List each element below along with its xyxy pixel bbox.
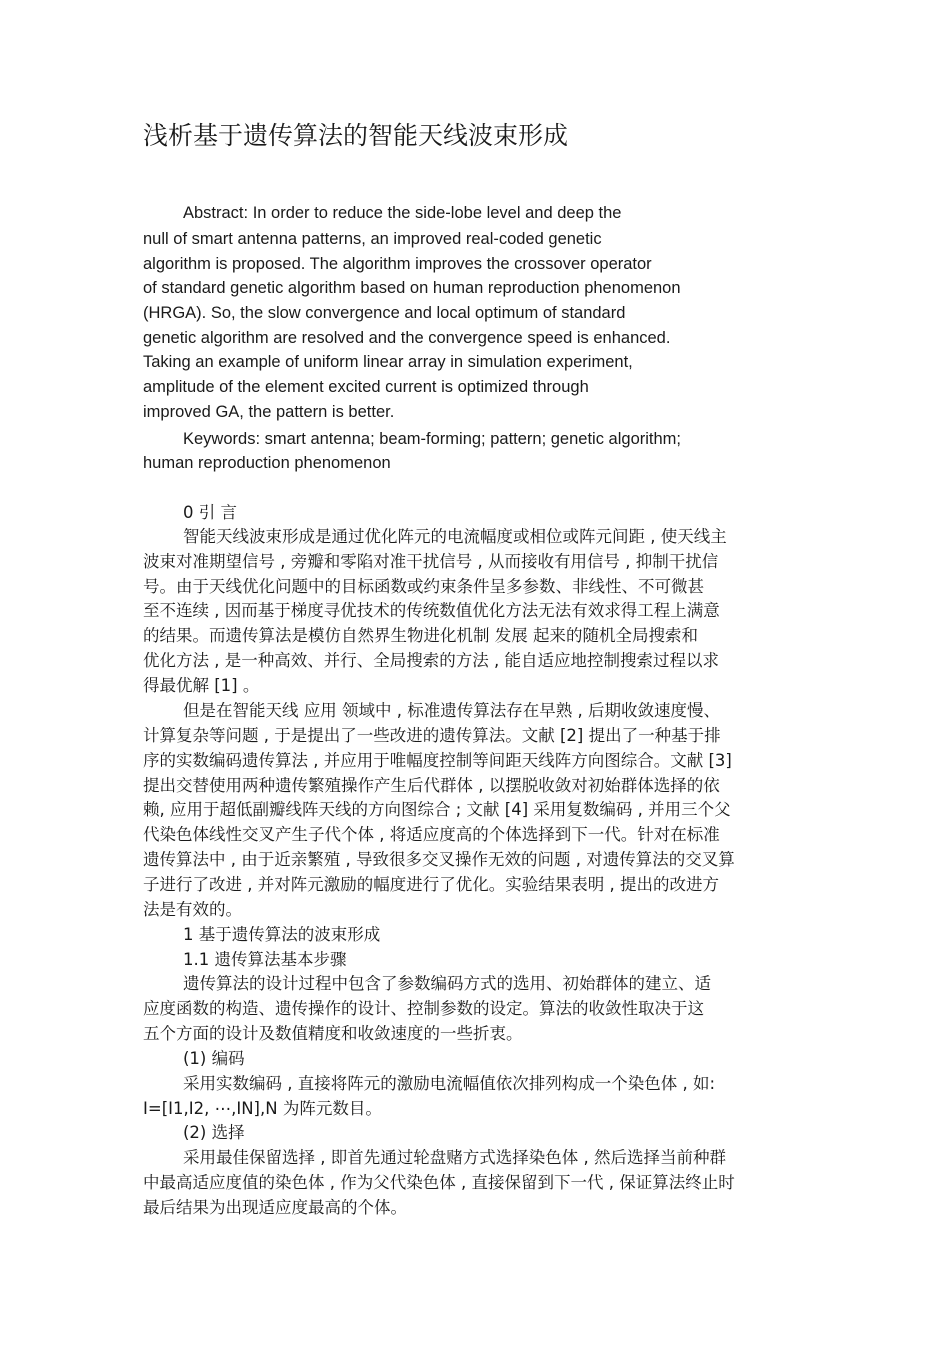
body-line: 法是有效的。 xyxy=(143,900,242,919)
body-line: 号。由于天线优化问题中的目标函数或约束条件呈多参数、非线性、不可微甚 xyxy=(143,577,704,596)
item-heading: (2) 选择 xyxy=(183,1123,245,1142)
body-line: 遗传算法的设计过程中包含了参数编码方式的选用、初始群体的建立、适 xyxy=(183,974,711,993)
abstract-line: amplitude of the element excited current is optimized through xyxy=(143,378,589,396)
item-heading: (1) 编码 xyxy=(183,1049,245,1068)
body-line: 但是在智能天线 应用 领域中 , 标准遗传算法存在早熟 , 后期收敛速度慢、 xyxy=(183,701,720,720)
body-line: 中最高适应度值的染色体 , 作为父代染色体 , 直接保留到下一代 , 保证算法终止时 xyxy=(143,1173,735,1192)
keywords-line: human reproduction phenomenon xyxy=(143,454,391,472)
section-heading: 0 引 言 xyxy=(183,503,237,522)
abstract-line: algorithm is proposed. The algorithm improves the crossover operator xyxy=(143,255,652,273)
body-line: 代染色体线性交叉产生子代个体 , 将适应度高的个体选择到下一代。针对在标准 xyxy=(143,825,720,844)
body-line: 序的实数编码遗传算法 , 并应用于唯幅度控制等间距天线阵方向图综合。文献 [3] xyxy=(143,751,732,770)
abstract-line: Abstract: In order to reduce the side-lobe level and deep the xyxy=(183,204,622,222)
body-line: 应度函数的构造、遗传操作的设计、控制参数的设定。算法的收敛性取决于这 xyxy=(143,999,704,1018)
section-heading: 1 基于遗传算法的波束形成 xyxy=(183,925,381,944)
keywords-line: Keywords: smart antenna; beam-forming; pattern; genetic algorithm; xyxy=(183,430,681,448)
abstract-line: of standard genetic algorithm based on human reproduction phenomenon xyxy=(143,279,681,297)
body-line: 五个方面的设计及数值精度和收敛速度的一些折衷。 xyxy=(143,1024,523,1043)
body-line: 优化方法 , 是一种高效、并行、全局搜索的方法 , 能自适应地控制搜索过程以求 xyxy=(143,651,719,670)
abstract-line: genetic algorithm are resolved and the convergence speed is enhanced. xyxy=(143,329,671,347)
body-line: 最后结果为出现适应度最高的个体。 xyxy=(143,1198,407,1217)
body-line: 波束对准期望信号 , 旁瓣和零陷对准干扰信号 , 从而接收有用信号 , 抑制干扰信 xyxy=(143,552,719,571)
abstract-line: Taking an example of uniform linear array in simulation experiment, xyxy=(143,353,633,371)
abstract-line: null of smart antenna patterns, an improved real-coded genetic xyxy=(143,230,602,248)
body-line: I=[I1,I2, ⋯,IN],N 为阵元数目。 xyxy=(143,1099,382,1118)
body-line: 采用实数编码 , 直接将阵元的激励电流幅值依次排列构成一个染色体 , 如: xyxy=(183,1074,716,1093)
body-line: 智能天线波束形成是通过优化阵元的电流幅度或相位或阵元间距 , 使天线主 xyxy=(183,527,727,546)
subsection-heading: 1.1 遗传算法基本步骤 xyxy=(183,950,347,969)
body-line: 遗传算法中 , 由于近亲繁殖 , 导致很多交叉操作无效的问题 , 对遗传算法的交叉算 xyxy=(143,850,735,869)
abstract-line: improved GA, the pattern is better. xyxy=(143,403,395,421)
body-line: 的结果。而遗传算法是模仿自然界生物进化机制 发展 起来的随机全局搜索和 xyxy=(143,626,698,645)
body-line: 至不连续 , 因而基于梯度寻优技术的传统数值优化方法无法有效求得工程上满意 xyxy=(143,601,720,620)
body-line: 得最优解 [1] 。 xyxy=(143,676,260,695)
body-line: 采用最佳保留选择 , 即首先通过轮盘赌方式选择染色体 , 然后选择当前种群 xyxy=(183,1148,726,1167)
body-line: 子进行了改进 , 并对阵元激励的幅度进行了优化。实验结果表明 , 提出的改进方 xyxy=(143,875,719,894)
body-line: 计算复杂等问题 , 于是提出了一些改进的遗传算法。文献 [2] 提出了一种基于排 xyxy=(143,726,721,745)
body-line: 赖, 应用于超低副瓣线阵天线的方向图综合 ; 文献 [4] 采用复数编码 , 并用三个父 xyxy=(143,800,731,819)
body-line: 提出交替使用两种遗传繁殖操作产生后代群体 , 以摆脱收敛对初始群体选择的依 xyxy=(143,776,720,795)
abstract-line: (HRGA). So, the slow convergence and local optimum of standard xyxy=(143,304,626,322)
paper-title: 浅析基于遗传算法的智能天线波束形成 xyxy=(143,121,569,150)
